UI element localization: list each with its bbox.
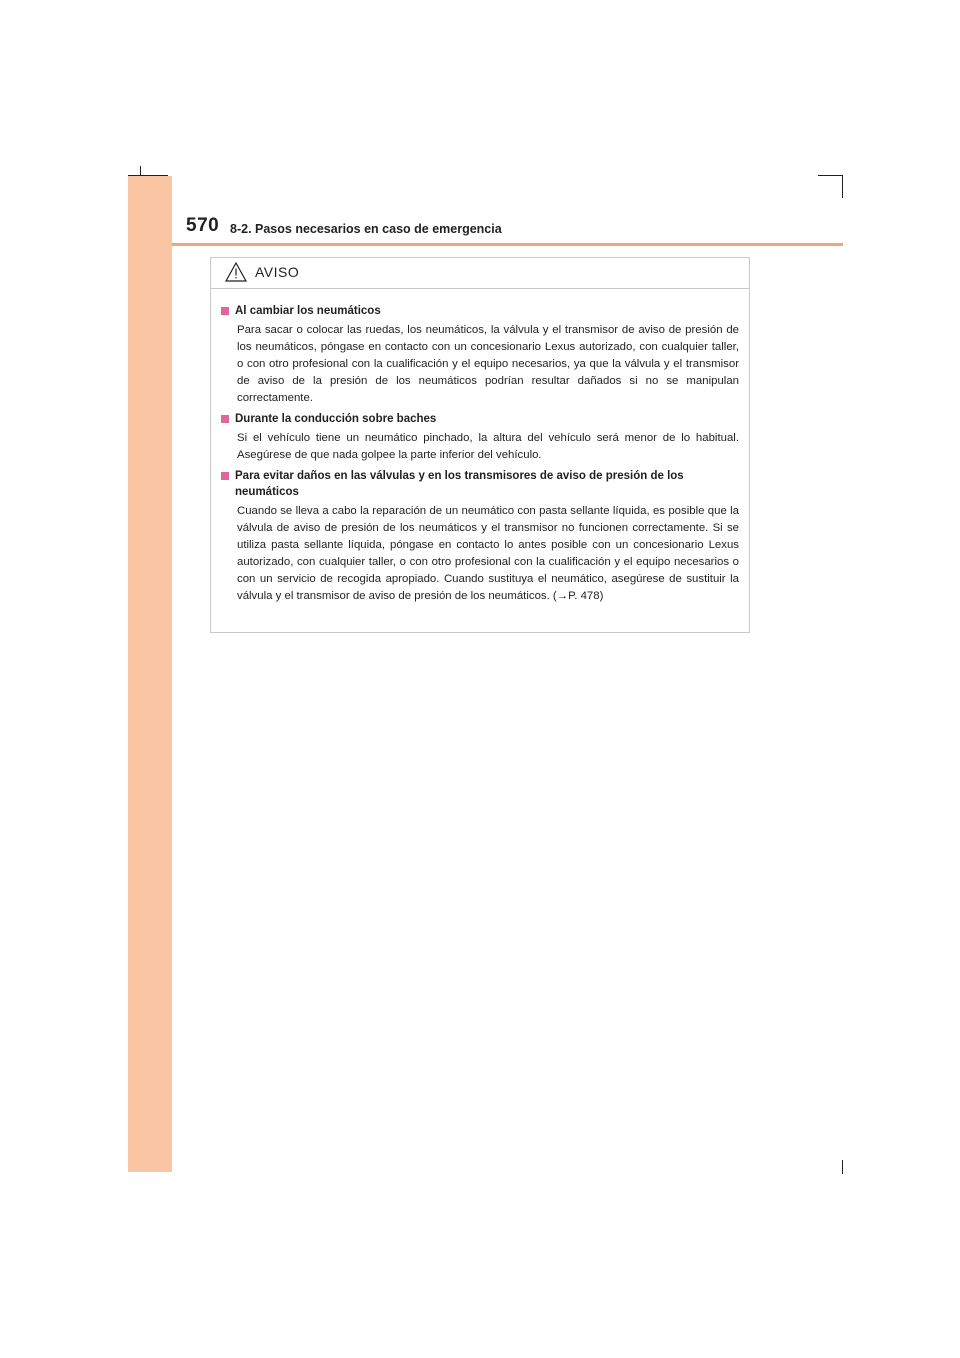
header-rule <box>172 243 843 246</box>
warning-item-heading-text: Al cambiar los neumáticos <box>235 305 381 317</box>
warning-item-text: Para sacar o colocar las ruedas, los neumáticos, la válvula y el transmisor de aviso de presión de los neumáticos, póngase en contacto con un concesionario Lexus autorizado, con cualquier taller, o con otro profesional con la cualificación y el equipo necesarios, ya que la válvula y el transmisor de aviso de la presión de los neumáticos podrían resultar dañados si no se manipulan correctamente. <box>237 324 739 404</box>
warning-triangle-icon <box>225 262 247 282</box>
crop-mark-bottom-right <box>842 1160 843 1174</box>
crop-mark-top-right-horizontal <box>818 175 843 176</box>
crop-mark-top-left-tick <box>140 166 141 175</box>
warning-item <box>219 468 739 605</box>
side-color-band <box>128 176 172 1172</box>
crop-mark-top-left <box>128 175 168 176</box>
warning-item-heading <box>219 411 739 427</box>
warning-item-text: Si el vehículo tiene un neumático pinchado, la altura del vehículo será menor de lo habitual. Asegúrese de que nada golpee la parte inferior del vehículo. <box>237 432 739 461</box>
square-bullet-icon <box>221 472 229 480</box>
warning-item-text: Cuando se lleva a cabo la reparación de un neumático con pasta sellante líquida, es posible que la válvula de aviso de presión de los neumáticos y el transmisor no funcionen correctamente. Si se utiliza pasta sellante líquida, póngase en contacto lo antes posible con un concesionario Lexus autorizado, con cualquier taller, o con otro profesional con la cualificación y el equipo necesarios o con un servicio de recogida apropiado. Cuando sustituya el neumático, asegúrese de sustituir la válvula y el transmisor de aviso de presión de los neumáticos. (→P. 478) <box>237 505 739 602</box>
warning-header <box>211 258 749 289</box>
page-number: 570 <box>186 215 220 236</box>
square-bullet-icon <box>221 307 229 315</box>
warning-item-heading-text: Durante la conducción sobre baches <box>235 413 437 425</box>
warning-item-heading <box>219 468 739 500</box>
warning-item-heading-text: Para evitar daños en las válvulas y en los transmisores de aviso de presión de los neumáticos <box>235 470 684 498</box>
warning-box <box>210 257 750 633</box>
warning-item <box>219 303 739 407</box>
square-bullet-icon <box>221 415 229 423</box>
warning-body <box>211 289 749 605</box>
warning-item-heading <box>219 303 739 319</box>
crop-mark-top-right-vertical <box>842 175 843 198</box>
warning-title: AVISO <box>255 264 300 280</box>
section-title: 8-2. Pasos necesarios en caso de emergencia <box>230 222 502 236</box>
warning-item <box>219 411 739 464</box>
